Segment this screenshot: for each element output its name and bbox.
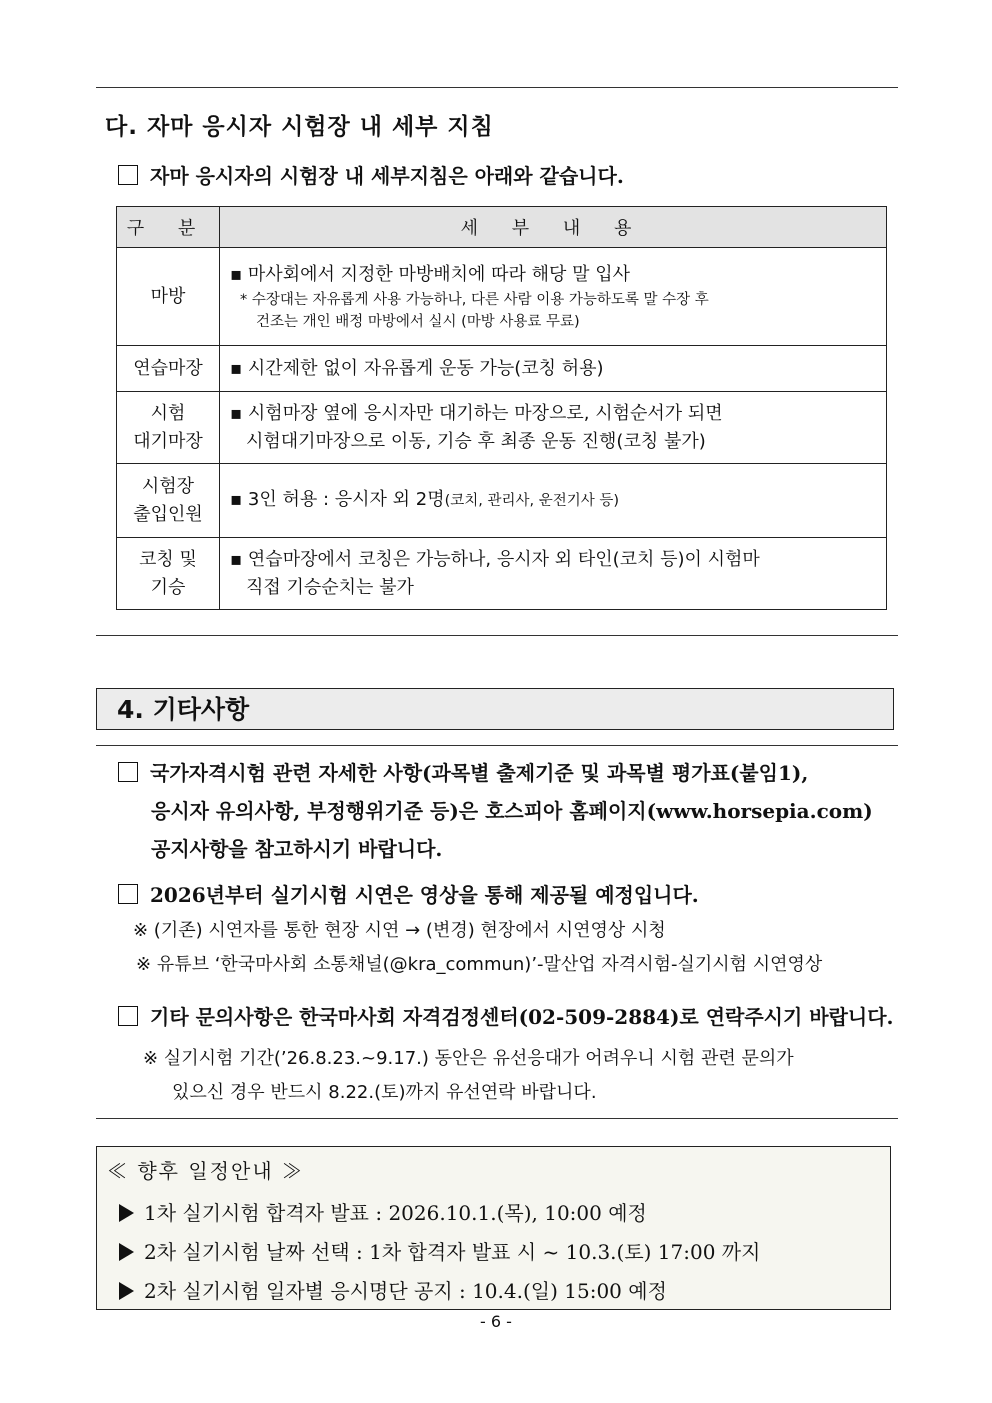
row-details xyxy=(220,248,887,346)
section-title: 다. 자마 응시자 시험장 내 세부 지침 xyxy=(105,114,494,140)
rule-before-schedule xyxy=(96,1118,898,1119)
table-row xyxy=(117,346,887,392)
schedule-item: 2차 실기시험 일자별 응시명단 공지 : 10.4.(일) 15:00 예정 xyxy=(119,1275,667,1304)
contact-note-line2: 있으신 경우 반드시 8.22.(토)까지 유선연락 바랍니다. xyxy=(172,1082,597,1103)
row-category: 코칭 및 기승 xyxy=(117,538,220,610)
video-paragraph: 2026년부터 실기시험 시연은 영상을 통해 제공될 예정입니다. xyxy=(118,876,699,914)
schedule-box xyxy=(96,1146,891,1310)
intro-text: 자마 응시자의 시험장 내 세부지침은 아래와 같습니다. xyxy=(150,164,624,188)
row-details: ▪ 시험마장 옆에 응시자만 대기하는 마장으로, 시험순서가 되면 시험대기마장으로 이동, 기승 후 최종 운동 진행(코칭 불가) xyxy=(220,392,887,464)
schedule-heading: ≪ 향후 일정안내 ≫ xyxy=(107,1159,304,1183)
row-category: 마방 xyxy=(117,248,220,346)
table-header xyxy=(117,207,887,248)
row-category: 시험 대기마장 xyxy=(117,392,220,464)
row-category: 연습마장 xyxy=(117,346,220,392)
row-line: ▪ 마사회에서 지정한 마방배치에 따라 해당 말 입사 xyxy=(230,263,631,285)
triangle-bullet-icon xyxy=(119,1243,134,1261)
checkbox-icon xyxy=(118,884,138,904)
triangle-bullet-icon xyxy=(119,1282,134,1300)
section4-title: 4. 기타사항 xyxy=(96,688,894,730)
triangle-bullet-icon xyxy=(119,1204,134,1222)
rule-after-table xyxy=(96,635,898,636)
video-note-youtube: ※ 유튜브 ‘한국마사회 소통채널(@kra_commun)’-말산업 자격시험-실기시험 시연영상 xyxy=(136,954,823,975)
contact-paragraph: 기타 문의사항은 한국마사회 자격검정센터(02-509-2884)로 연락주시기 바랍니다. xyxy=(118,998,894,1036)
info-paragraph: 국가자격시험 관련 자세한 사항(과목별 출제기준 및 과목별 평가표(붙임1), 응시자 유의사항, 부정행위기준 등)은 호스피아 홈페이지(www.horsepia.com) 공지사항을 참고하시기 바랍니다. xyxy=(118,754,873,868)
row-details: ▪ 시간제한 없이 자유롭게 운동 가능(코칭 허용) xyxy=(220,346,887,392)
guideline-table xyxy=(116,206,887,610)
checkbox-icon xyxy=(118,762,138,782)
header-details: 세 부 내 용 xyxy=(220,207,887,248)
intro-paragraph xyxy=(118,160,624,189)
page-number: - 6 - xyxy=(480,1312,512,1331)
table-row xyxy=(117,248,887,346)
row-category: 시험장 출입인원 xyxy=(117,464,220,538)
checkbox-icon xyxy=(118,165,138,185)
schedule-item: 1차 실기시험 합격자 발표 : 2026.10.1.(목), 10:00 예정 xyxy=(119,1197,647,1226)
checkbox-icon xyxy=(118,1006,138,1026)
video-note-change: ※ (기존) 시연자를 통한 현장 시연 → (변경) 현장에서 시연영상 시청 xyxy=(133,920,666,941)
row-details: ▪ 3인 허용 : 응시자 외 2명(코치, 관리사, 운전기사 등) xyxy=(220,464,887,538)
table-row xyxy=(117,392,887,464)
top-rule xyxy=(96,87,898,88)
row-subnote: * 수장대는 자유롭게 사용 가능하나, 다른 사람 이용 가능하도록 말 수장 후 건조는 개인 배정 마방에서 실시 (마방 사용료 무료) xyxy=(240,291,709,330)
contact-note-line1: ※ 실기시험 기간(’26.8.23.~9.17.) 동안은 유선응대가 어려우니 시험 관련 문의가 xyxy=(143,1048,794,1069)
rule-after-section4 xyxy=(96,745,898,746)
schedule-item: 2차 실기시험 날짜 선택 : 1차 합격자 발표 시 ~ 10.3.(토) 17:00 까지 xyxy=(119,1236,760,1265)
row-details: ▪ 연습마장에서 코칭은 가능하나, 응시자 외 타인(코치 등)이 시험마 직접 기승순치는 불가 xyxy=(220,538,887,610)
header-category: 구 분 xyxy=(117,207,220,248)
table-row xyxy=(117,464,887,538)
table-row xyxy=(117,538,887,610)
